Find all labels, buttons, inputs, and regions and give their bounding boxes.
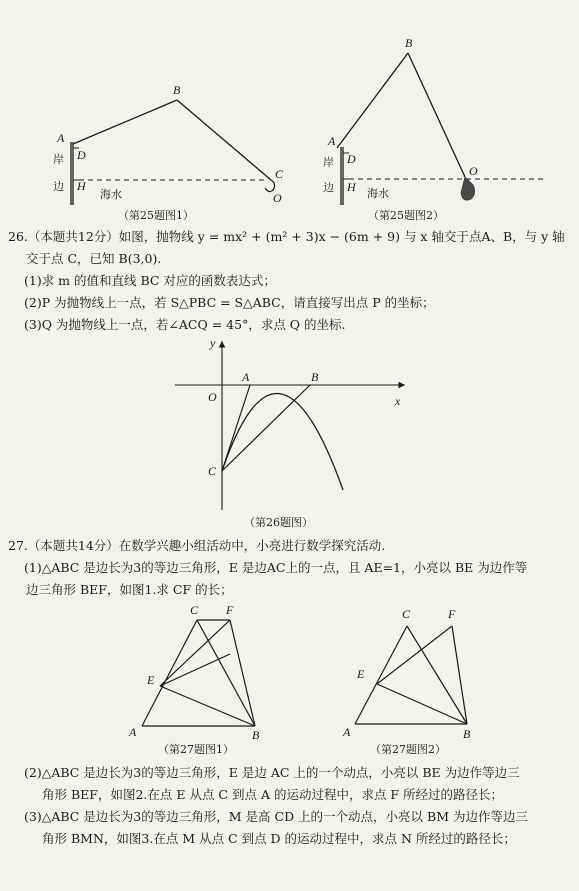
fig25-1-label-B: B [173,83,181,97]
q26-part-2: (2)P 为抛物线上一点，若 S△PBC = S△ABC，请直接写出点 P 的坐标； [24,295,435,310]
fig25-2-diagram [315,35,555,215]
q26-label-A: A [242,370,250,384]
q26-label-C: C [208,464,217,478]
fig25-1-label-D: D [77,148,86,162]
fig25-1-diagram [45,80,305,210]
q27-part-2-line-2: 角形 BEF，如图2.在点 E 从点 C 到点 A 的运动过程中，求点 F 所经过的路径长； [42,787,504,802]
q27-fig1-label-C: C [190,603,199,617]
q26-line-2: 交于点 C，已知 B(3,0). [26,251,162,266]
fig25-2-label-H: H [347,180,356,194]
q26-caption: （第26题图） [244,516,313,529]
q27-fig2-label-A: A [343,725,351,739]
q27-fig1-label-A: A [129,725,137,739]
q26-part-1: (1)求 m 的值和直线 BC 对应的函数表达式； [24,273,276,288]
q27-fig2-caption: （第27题图2） [370,743,446,756]
q26-diagram [170,335,415,515]
fig25-2-label-B: B [405,36,413,50]
fig25-1-shore-1: 岸 [53,153,64,166]
fig25-2-label-O: O [469,164,478,178]
q26-line-1: 26.（本题共12分）如图，抛物线 y = mx² + (m² + 3)x − (6m + 9) 与 x 轴交于点A、B，与 y 轴 [8,229,565,244]
q27-fig1-label-E: E [147,673,155,687]
q27-fig2-label-F: F [448,607,456,621]
fig25-1-label-H: H [77,179,86,193]
q27-line-1: 27.（本题共14分）在数学兴趣小组活动中，小亮进行数学探究活动. [8,538,386,553]
fig25-2-label-A: A [328,134,336,148]
q27-part-2-line-1: (2)△ABC 是边长为3的等边三角形，E 是边 AC 上的一个动点，小亮以 BE 为边作等边三 [24,765,520,780]
q27-part-3-line-1: (3)△ABC 是边长为3的等边三角形，M 是高 CD 上的一个动点，小亮以 BM 为边作等边三 [24,809,528,824]
q26-part-3: (3)Q 为抛物线上一点，若∠ACQ = 45°，求点 Q 的坐标. [24,317,346,332]
q27-fig1-label-B: B [252,728,260,742]
fig25-2-caption: （第25题图2） [368,209,444,222]
q26-label-x: x [395,394,401,408]
q27-part-1-line-1: (1)△ABC 是边长为3的等边三角形，E 是边AC上的一点，且 AE=1，小亮以 BE 为边作等 [24,560,528,575]
q27-fig1-label-F: F [226,603,234,617]
q27-fig2-label-B: B [463,727,471,741]
fig25-1-shore-2: 边 [53,180,64,193]
fig25-1-label-O: O [273,191,282,205]
fig25-2-label-D: D [347,152,356,166]
fig25-1-caption: （第25题图1） [118,209,194,222]
q27-fig2-diagram [335,598,485,743]
q26-label-y: y [210,336,216,350]
q26-label-O: O [208,390,217,404]
q27-fig1-caption: （第27题图1） [158,743,234,756]
fig25-2-sea-label: 海水 [367,187,389,200]
fig25-1-label-A: A [57,131,65,145]
fig25-2-shore-1: 岸 [323,156,334,169]
q26-label-B: B [311,370,319,384]
fig25-1-sea-label: 海水 [100,188,122,201]
q27-part-1-line-2: 边三角形 BEF，如图1.求 CF 的长； [26,582,233,597]
q27-fig1-diagram [120,598,270,743]
q27-fig2-label-C: C [402,607,411,621]
q27-part-3-line-2: 角形 BMN，如图3.在点 M 从点 C 到点 D 的运动过程中，求点 N 所经过的路径长； [42,831,516,846]
fig25-1-label-C: C [275,167,284,181]
q27-fig2-label-E: E [357,667,365,681]
fig25-2-shore-2: 边 [323,181,334,194]
